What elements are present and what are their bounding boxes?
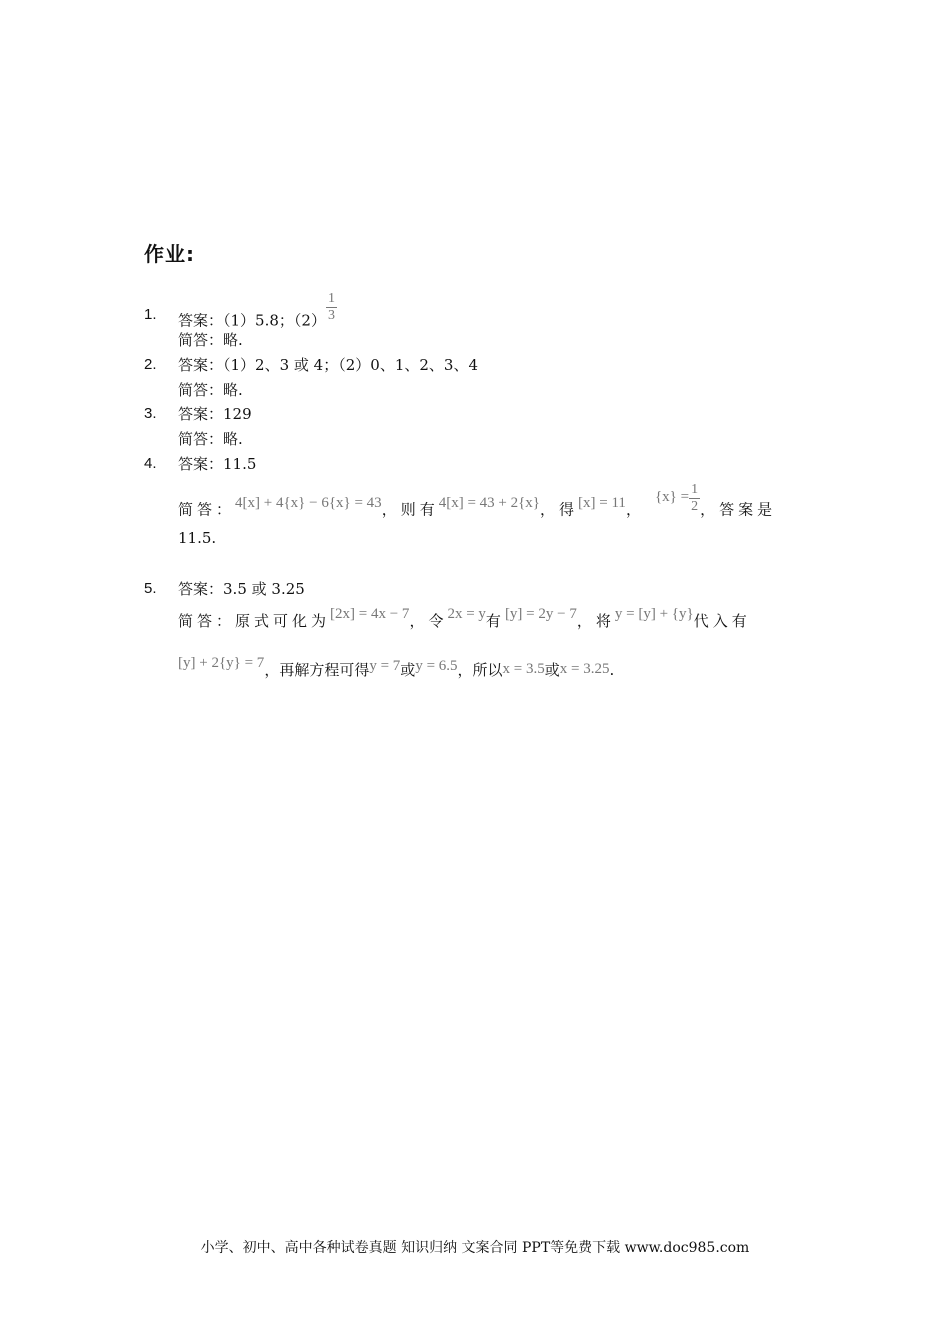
- equation: y = 7: [369, 658, 401, 674]
- equation: 2x = y: [447, 606, 486, 622]
- brief-line: 简答：略.: [178, 331, 243, 349]
- equation: [y] = 2y − 7: [504, 606, 577, 622]
- answer-label: 答案：: [178, 455, 224, 473]
- fraction-denominator: 3: [327, 308, 335, 323]
- text: ，得: [540, 500, 579, 519]
- text: ，则有: [381, 500, 439, 519]
- text: ，令: [409, 612, 448, 630]
- fraction-denominator: 2: [691, 499, 699, 514]
- item-number: 3.: [144, 405, 157, 422]
- text: .: [609, 661, 615, 679]
- answer-label: 答案：: [178, 580, 224, 598]
- page-footer: 小学、初中、高中各种试卷真题 知识归纳 文案合同 PPT等免费下载 www.doc985.com: [200, 1240, 750, 1256]
- brief-label: 简答：: [178, 500, 236, 519]
- answer-line: [178, 579, 305, 599]
- answer-label: 答案：: [178, 356, 224, 374]
- text: ，将: [576, 612, 615, 630]
- equation: {x} =: [654, 488, 690, 505]
- equation: [y] + 2{y} = 7: [178, 655, 265, 671]
- equation: x = 3.25: [559, 661, 610, 677]
- answer-line: [178, 454, 256, 474]
- item-number: 2.: [144, 356, 157, 373]
- equation: x = 3.5: [502, 661, 545, 677]
- text: 或: [544, 661, 560, 679]
- equation: 4[x] = 43 + 2{x}: [438, 494, 541, 511]
- brief-line: [178, 606, 751, 632]
- text: 有: [485, 612, 505, 630]
- text: 代入有: [693, 612, 751, 630]
- brief-line-continued: [178, 655, 615, 681]
- answer-text: 129: [223, 405, 252, 423]
- item-number: 4.: [144, 455, 157, 472]
- fraction-numerator: 1: [691, 482, 699, 497]
- brief-line-continued: 11.5.: [178, 529, 217, 547]
- item-number: 1.: [144, 306, 157, 323]
- equation: y = [y] + {y}: [614, 606, 694, 622]
- brief-line: 简答：略.: [178, 430, 243, 448]
- equation: 4[x] + 4{x} − 6{x} = 43: [235, 494, 382, 511]
- fraction: [326, 291, 337, 324]
- fraction: [689, 482, 700, 515]
- equation: [2x] = 4x − 7: [330, 606, 410, 622]
- answer-line: [178, 355, 478, 375]
- text: ，: [625, 500, 645, 519]
- answer-text: （1）5.8；（2）: [223, 311, 326, 330]
- answer-text: 3.5 或 3.25: [223, 580, 305, 598]
- answer-label: 答案：: [178, 405, 224, 423]
- answer-line: [178, 404, 252, 424]
- fraction-numerator: 1: [327, 291, 335, 306]
- answer-text: 11.5: [223, 455, 257, 473]
- section-heading: 作业:: [144, 242, 195, 266]
- text: ，答案是: [700, 500, 777, 519]
- answer-label: 答案：: [178, 311, 224, 330]
- equation: y = 6.5: [415, 658, 458, 674]
- text: ，所以: [457, 661, 503, 679]
- answer-text: （1）2、3 或 4；（2）0、1、2、3、4: [223, 356, 478, 374]
- equation: [x] = 11: [578, 494, 626, 511]
- item-number: 5.: [144, 580, 157, 597]
- brief-line: [178, 482, 777, 527]
- text: 或: [400, 661, 416, 679]
- text: ，再解方程可得: [264, 661, 370, 679]
- brief-line: 简答：略.: [178, 381, 243, 399]
- brief-label: 简答：原式可化为: [178, 612, 331, 630]
